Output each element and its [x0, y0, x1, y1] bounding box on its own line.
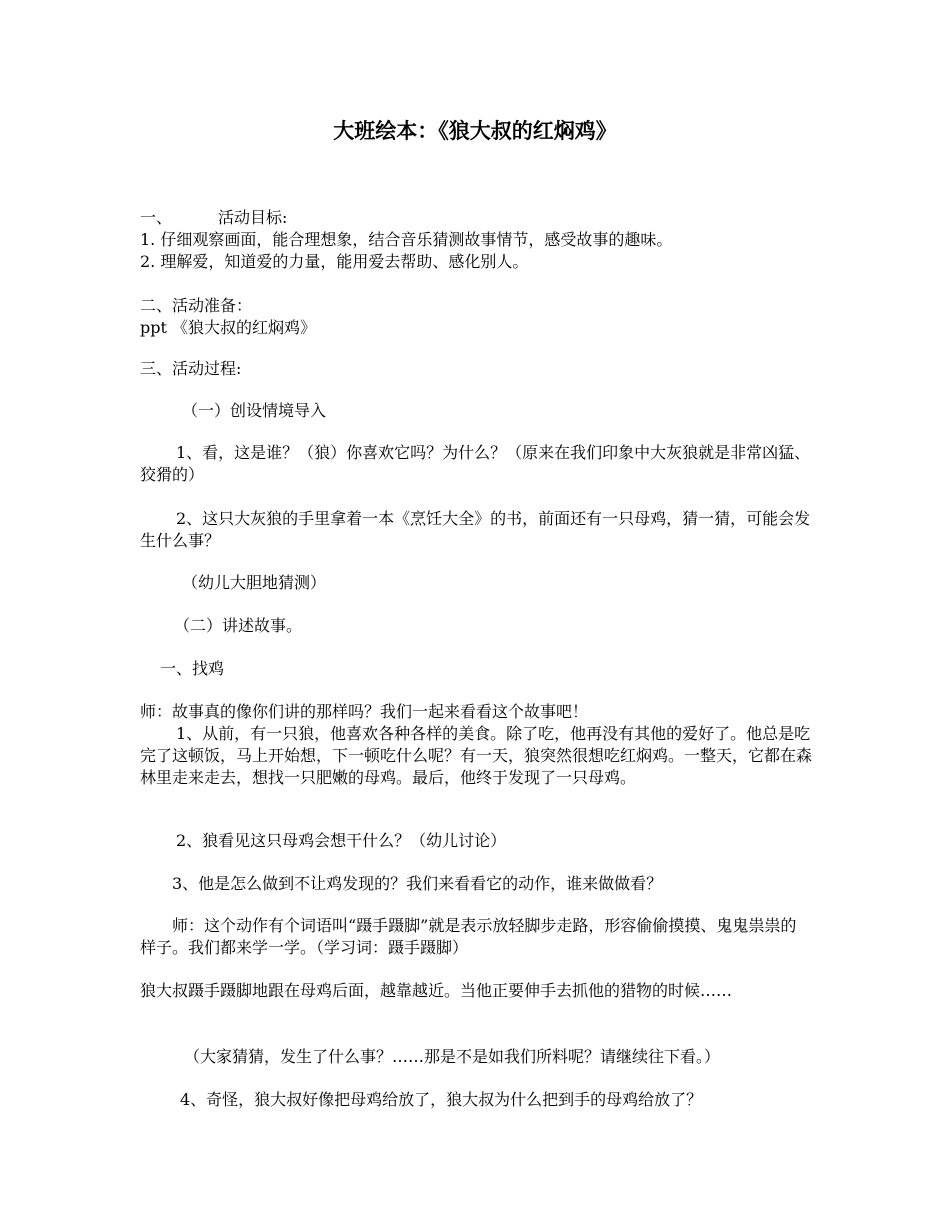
goal-1: 1. 仔细观察画面，能合理想象，结合音乐猜测故事情节，感受故事的趣味。: [140, 230, 673, 249]
question-4: 3、他是怎么做到不让鸡发现的？我们来看看它的动作，谁来做做看？: [172, 874, 663, 893]
teacher-line-2: 师：这个动作有个词语叫“蹑手蹑脚”就是表示放轻脚步走路，形容偷偷摸摸、鬼鬼祟祟的样子。我们都来学一学。（学习词：蹑手蹑脚）: [140, 916, 797, 957]
part-1-heading: 一、找鸡: [160, 659, 225, 678]
section-1-number: 一、: [140, 208, 173, 227]
question-5: 4、奇怪，狼大叔好像把母鸡给放了，狼大叔为什么把到手的母鸡给放了？: [180, 1090, 703, 1109]
goal-2: 2. 理解爱，知道爱的力量，能用爱去帮助、感化别人。: [140, 252, 529, 271]
story-paragraph-1: 1、从前，有一只狼，他喜欢各种各样的美食。除了吃，他再没有其他的爱好了。他总是吃完了这顿饭，马上开始想，下一顿吃什么呢？有一天，狼突然很想吃红焖鸡。一整天，它都在森林里走来走去，想找一只肥嫩的母鸡。最后，他终于发现了一只母鸡。: [140, 724, 813, 787]
question-1: 1、看，这是谁？（狼）你喜欢它吗？为什么？（原来在我们印象中大灰狼就是非常凶猛、狡猾的）: [140, 443, 811, 484]
guess-prompt: （大家猜猜，发生了什么事？……那是不是如我们所料呢？请继续往下看。）: [184, 1047, 721, 1066]
preparation-ppt: ppt 《狼大叔的红焖鸡》: [140, 318, 317, 337]
teacher-line-1: 师：故事真的像你们讲的那样吗？我们一起来看看这个故事吧！: [140, 702, 589, 721]
question-2: 2、这只大灰狼的手里拿着一本《烹饪大全》的书，前面还有一只母鸡，猜一猜，可能会发生什么事？: [140, 509, 811, 550]
document-title: 大班绘本：《狼大叔的红焖鸡》: [333, 118, 617, 143]
section-1-heading: [140, 207, 812, 229]
question-3: 2、狼看见这只母鸡会想干什么？（幼儿讨论）: [176, 831, 507, 850]
section-1-title: 活动目标:: [218, 208, 288, 227]
section-3-heading: 三、活动过程:: [140, 359, 242, 378]
question-2-note: （幼儿大胆地猜测）: [182, 573, 327, 592]
subsection-1-heading: （一）创设情境导入: [182, 401, 327, 420]
subsection-2-heading: （二）讲述故事。: [174, 616, 303, 635]
story-paragraph-2: 狼大叔蹑手蹑脚地跟在母鸡后面，越靠越近。当他正要伸手去抓他的猎物的时候……: [140, 981, 733, 1000]
section-2-heading: 二、活动准备：: [140, 296, 253, 315]
